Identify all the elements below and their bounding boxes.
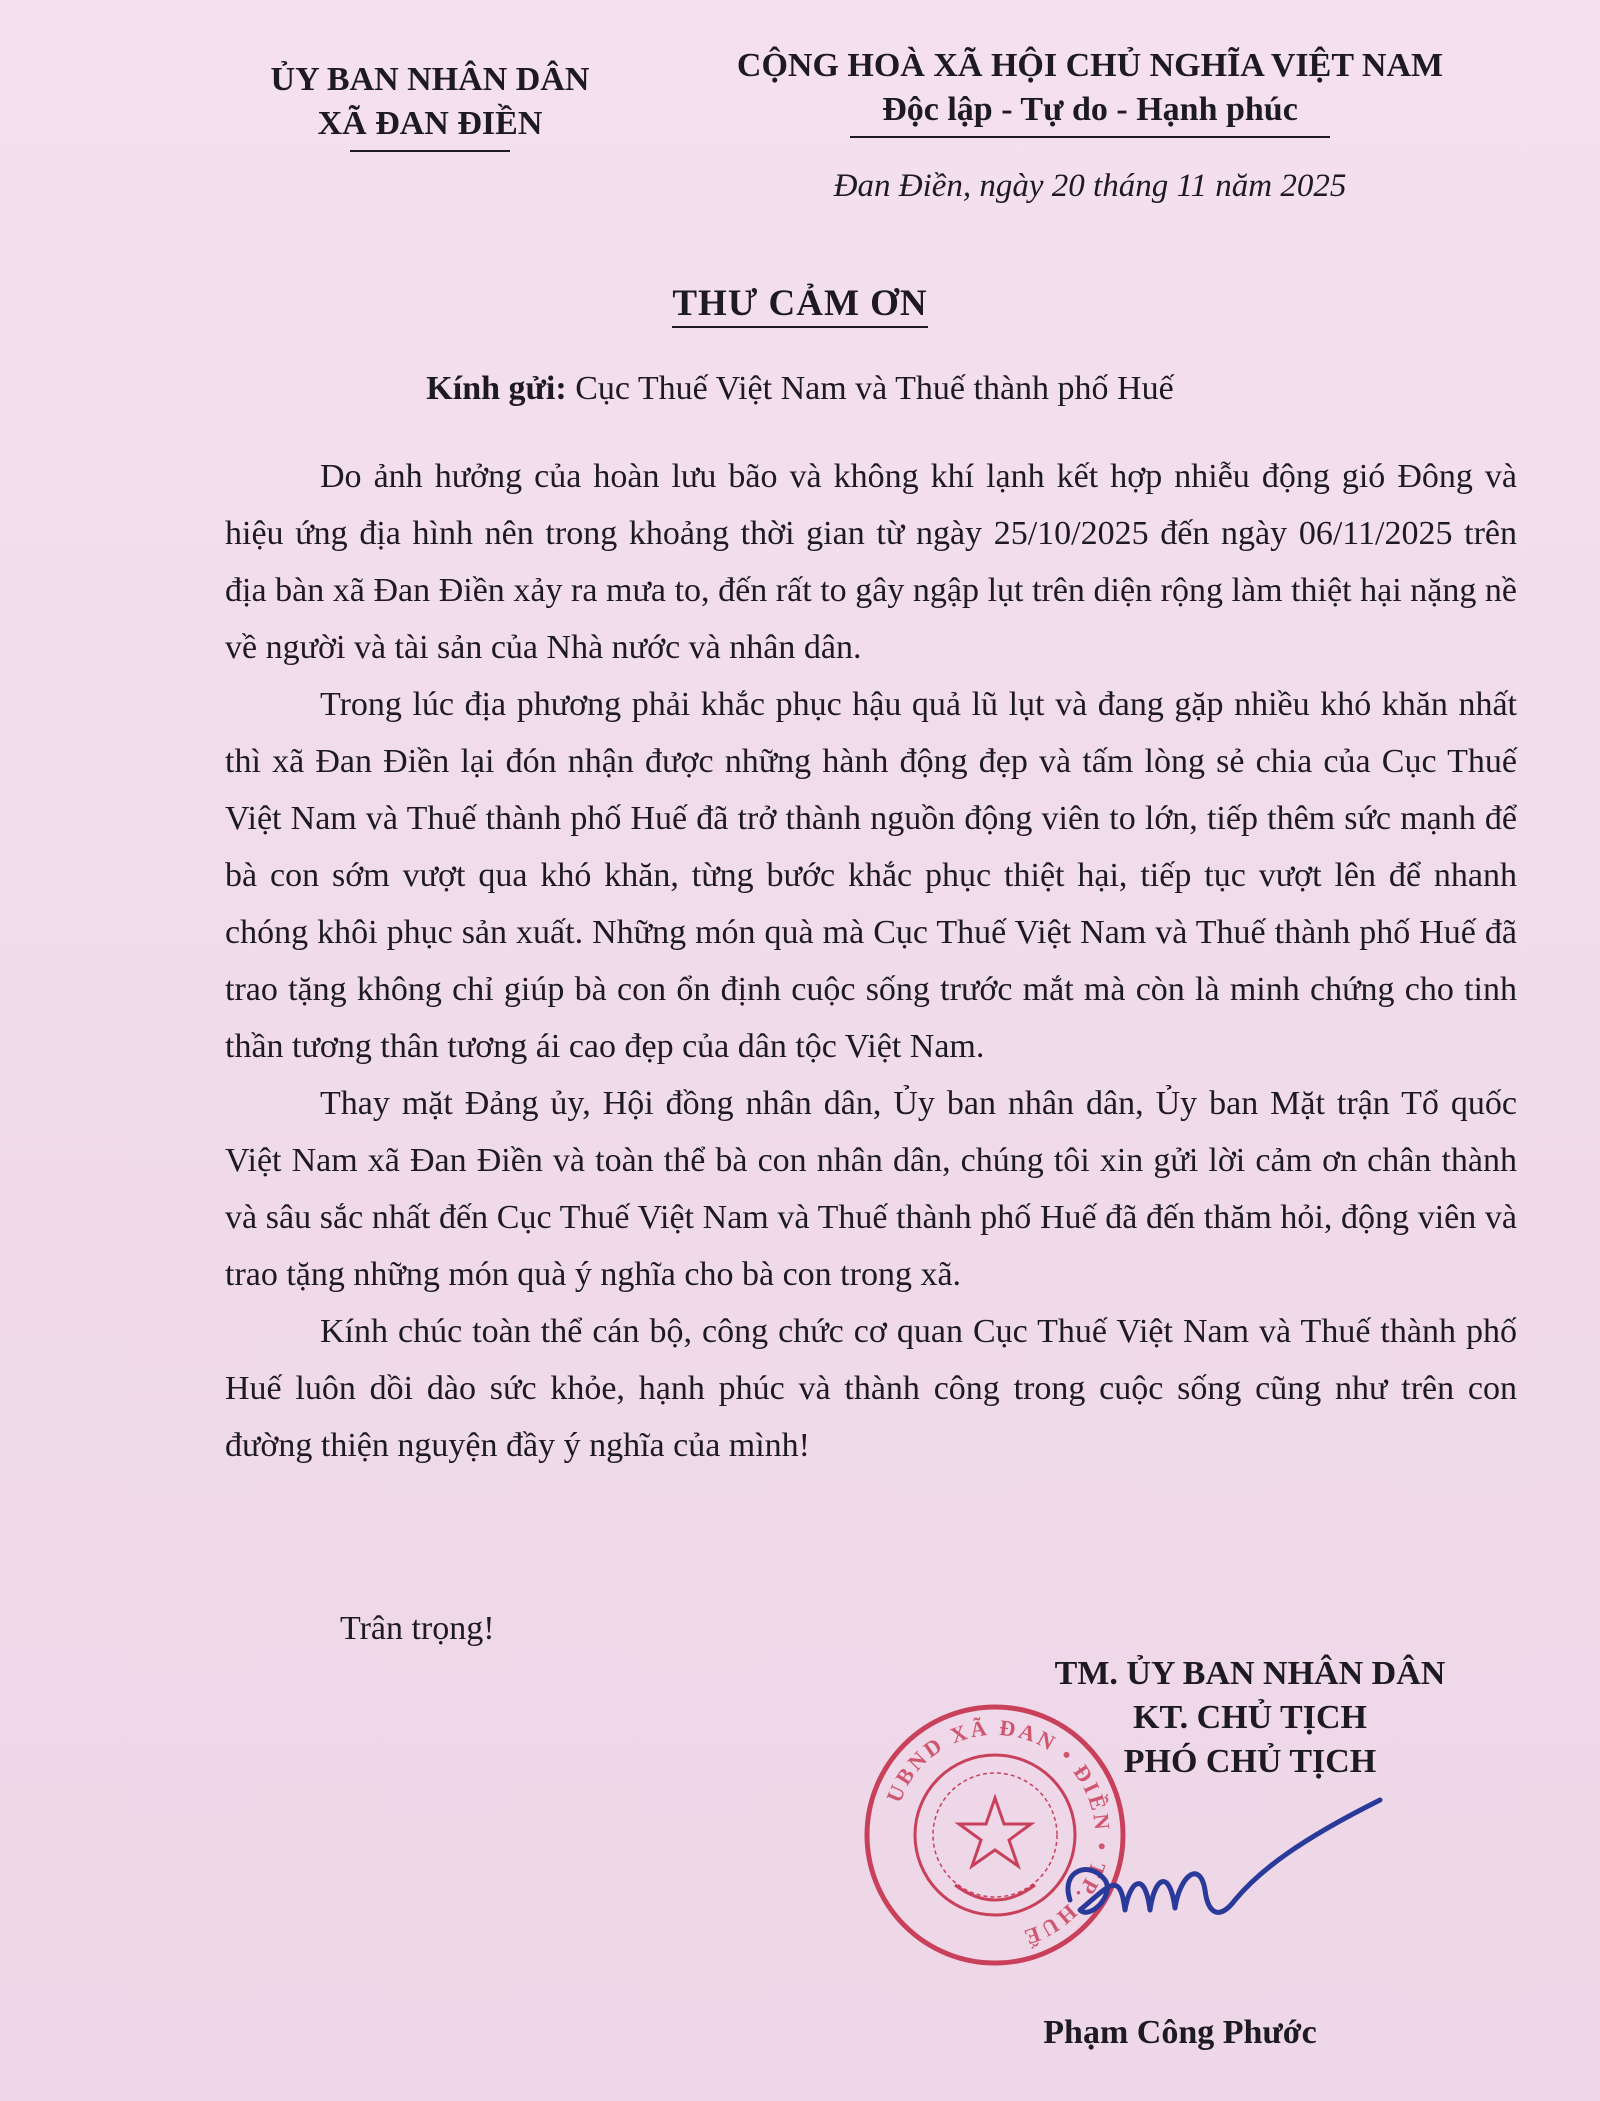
recipient-name: Cục Thuế Việt Nam và Thuế thành phố Huế (575, 370, 1174, 407)
authority-line-1: ỦY BAN NHÂN DÂN (270, 61, 590, 98)
motto-underline (850, 136, 1330, 138)
letter-body (225, 448, 1517, 1474)
authority-underline (350, 150, 510, 152)
letter-title-text: THƯ CẢM ƠN (672, 283, 927, 328)
recipient-label: Kính gửi: (426, 370, 567, 407)
signature-title-line-3: PHÓ CHỦ TỊCH (1123, 1743, 1377, 1780)
paragraph-4: Kính chúc toàn thể cán bộ, công chức cơ quan Cục Thuế Việt Nam và Thuế thành phố Huế luôn dồi dào sức khỏe, hạnh phúc và thành công trong cuộc sống cũng như trên con đường thiện nguyện đầy ý nghĩa của mình! (225, 1313, 1517, 1464)
svg-text:UBND XÃ ĐAN • ĐIỀN • TP. HUẾ: UBND XÃ ĐAN • ĐIỀN • TP. HUẾ (881, 1714, 1116, 1951)
signature-title-line-2: KT. CHỦ TỊCH (1133, 1699, 1367, 1736)
signature-title-block (900, 1652, 1600, 1784)
motto-line: Độc lập - Tự do - Hạnh phúc (882, 91, 1298, 128)
paragraph-2: Trong lúc địa phương phải khắc phục hậu quả lũ lụt và đang gặp nhiều khó khăn nhất thì xã Đan Điền lại đón nhận được những hành động đẹp và tấm lòng sẻ chia của Cục Thuế Việt Nam và Thuế thành phố Huế đã trở thành nguồn động viên to lớn, tiếp thêm sức mạnh để bà con sớm vượt qua khó khăn, từng bước khắc phục thiệt hại, tiếp tục vượt lên để nhanh chóng khôi phục sản xuất. Những món quà mà Cục Thuế Việt Nam và Thuế thành phố Huế đã trao tặng không chỉ giúp bà con ổn định cuộc sống trước mắt mà còn là minh chứng cho tinh thần tương thân tương ái cao đẹp của dân tộc Việt Nam. (225, 686, 1517, 1065)
signature-title-line-1: TM. ỦY BAN NHÂN DÂN (1054, 1655, 1446, 1692)
letter-title (0, 282, 1600, 325)
date-line: Đan Điền, ngày 20 tháng 11 năm 2025 (833, 168, 1347, 204)
signer-name: Phạm Công Phước (1043, 2014, 1317, 2051)
paragraph-1: Do ảnh hưởng của hoàn lưu bão và không khí lạnh kết hợp nhiễu động gió Đông và hiệu ứng địa hình nên trong khoảng thời gian từ ngày 25/10/2025 đến ngày 06/11/2025 trên địa bàn xã Đan Điền xảy ra mưa to, đến rất to gây ngập lụt trên diện rộng làm thiệt hại nặng nề về người và tài sản của Nhà nước và nhân dân. (225, 458, 1517, 666)
country-name: CỘNG HOÀ XÃ HỘI CHỦ NGHĨA VIỆT NAM (736, 47, 1444, 84)
issuing-authority (200, 58, 660, 146)
closing-line: Trân trọng! (340, 1610, 495, 1647)
national-motto (680, 44, 1500, 132)
paragraph-3: Thay mặt Đảng ủy, Hội đồng nhân dân, Ủy ban nhân dân, Ủy ban Mặt trận Tổ quốc Việt Nam xã Đan Điền và toàn thể bà con nhân dân, chúng tôi xin gửi lời cảm ơn chân thành và sâu sắc nhất đến Cục Thuế Việt Nam và Thuế thành phố Huế đã đến thăm hỏi, động viên và trao tặng những món quà ý nghĩa cho bà con trong xã. (225, 1085, 1517, 1293)
handwritten-signature (1050, 1790, 1390, 1960)
authority-line-2: XÃ ĐAN ĐIỀN (317, 105, 543, 142)
recipient-line (0, 370, 1600, 408)
